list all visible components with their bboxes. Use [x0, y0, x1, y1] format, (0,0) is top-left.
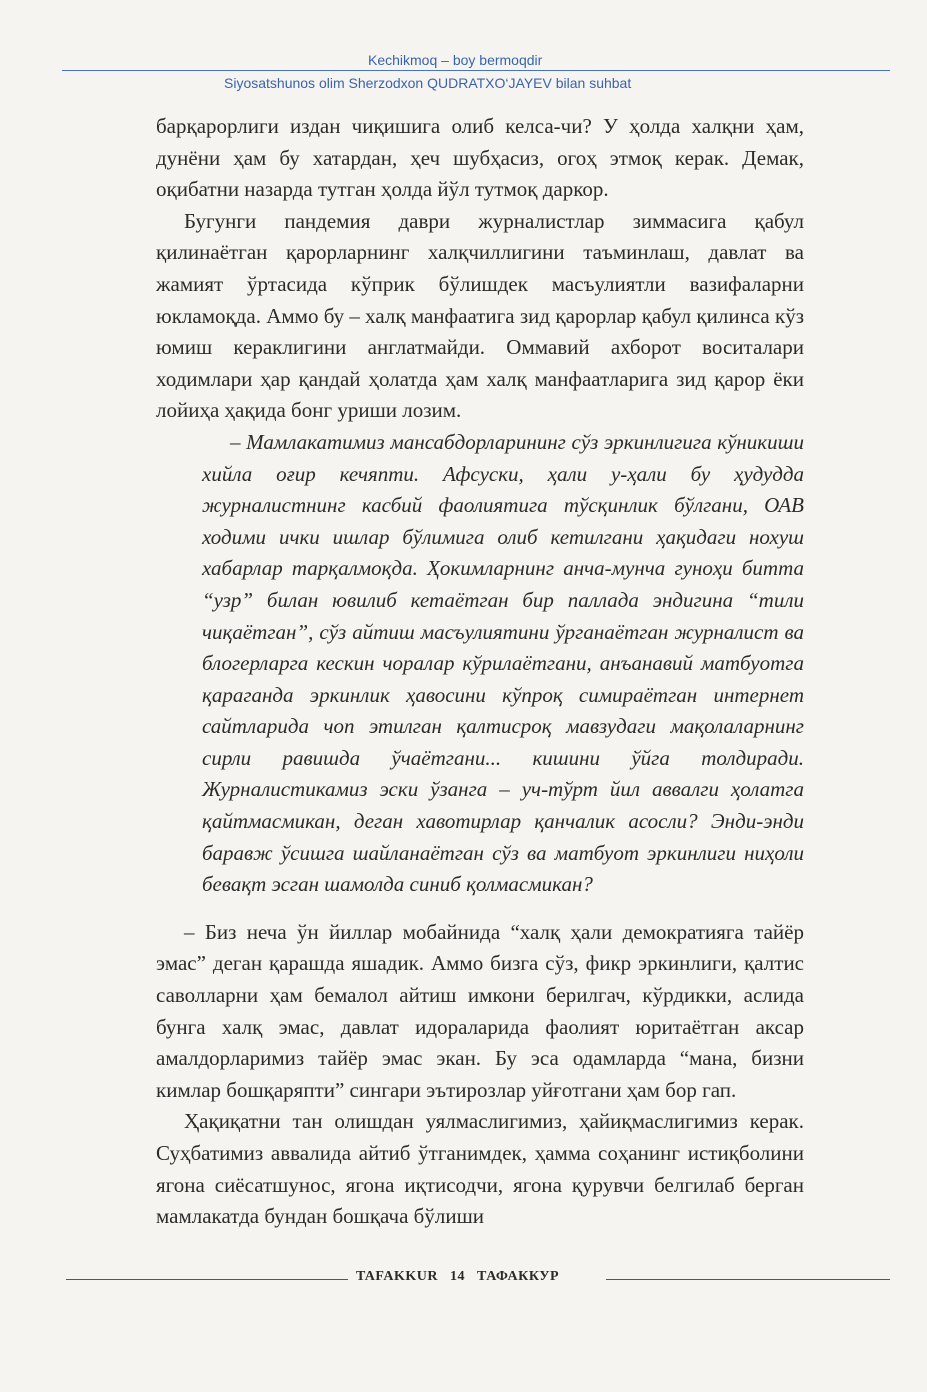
- footer-magazine-latin: TAFAKKUR: [356, 1269, 439, 1284]
- page-number: 14: [450, 1269, 466, 1284]
- interview-question: [156, 427, 804, 901]
- footer-magazine-cyrillic: ТАФАККУР: [477, 1269, 560, 1284]
- header-subtitle: Siyosatshunos olim Sherzodxon QUDRATXO‘JAYEV bilan suhbat: [224, 75, 632, 91]
- paragraph-continuation: барқарорлиги издан чиқишига олиб келса-чи? У ҳолда халқни ҳам, дунёни ҳам бу хатардан, ҳеч шубҳасиз, огоҳ этмоқ керак. Демак, оқибатни назарда тутган ҳолда йўл тутмоқ даркор.: [156, 114, 804, 202]
- header-rule: [62, 70, 890, 71]
- article-body: [156, 111, 804, 1233]
- page-footer: [0, 1268, 927, 1292]
- footer-text: [356, 1269, 571, 1285]
- interview-answer: – Биз неча ўн йиллар мобайнида “халқ ҳали демократияга тайёр эмас” деган қарашда яшадик. Аммо бизга сўз, фикр эркинлиги, қалтис саволларни ҳам бемалол айтиш имкони берилгач, кўрдикки, аслида бунга халқ эмас, давлат идораларида фаолият юритаётган аксар амалдорларимиз тайёр эмас экан. Бу эса одамларда “мана, бизни кимлар бошқаряпти” сингари эътирозлар уйғотгани ҳам бор гап.: [156, 919, 804, 1102]
- question-text: – Мамлакатимиз мансабдорларининг сўз эркинлигига кўникиши хийла оғир кечяпти. Афсуски, ҳали у-ҳали бу ҳудудда журналистнинг касбий фаолиятига тўсқинлик бўлгани, ОАВ ходими ички ишлар бўлимига олиб кетилгани ҳақидаги нохуш хабарлар тарқалмоқда. Ҳокимларнинг анча-мунча гуноҳи битта “узр” билан ювилиб кетаётган бир паллада эндигина “тили чиқаётган”, сўз айтиш масъулиятини ўрганаётган журналист ва блогерларга кескин чоралар кўрилаётгани, анъанавий матбуотга қараганда эркинлик ҳавосини кўпроқ симираётган интернет сайтларида чоп этилган қалтисроқ мавзудаги мақолаларнинг сирли равишда ўчаётгани... кишини ўйга толдиради. Журналистикамиз эски ўзанга – уч-тўрт йил аввалги ҳолатга қайтмасмикан, деган хавотирлар қанчалик асосли? Энди-энди баравж ўсишга шайланаётган сўз ва матбуот эркинлиги ниҳоли бевақт эсган шамолда синиб қолмасмикан?: [202, 429, 804, 897]
- footer-rule-left: [66, 1279, 348, 1280]
- paragraph: Бугунги пандемия даври журналистлар зиммасига қабул қилинаётган қарорларнинг халқчиллигини таъминлаш, давлат ва жамият ўртасида кўприк бўлишдек масъулиятли вазифаларни юкламоқда. Аммо бу – халқ манфаатига зид қарорлар қабул қилинса кўз юмиш кераклигини англатмайди. Оммавий ахборот воситалари ходимлари ҳар қандай ҳолатда ҳам халқ манфаатларига зид қарор ёки лойиҳа ҳақида бонг уриши лозим.: [156, 208, 804, 423]
- paragraph: Ҳақиқатни тан олишдан уялмаслигимиз, ҳайиқмаслигимиз керак. Суҳбатимиз аввалида айтиб ўтганимдек, ҳамма соҳанинг истиқболини ягона сиёсатшунос, ягона иқтисодчи, ягона қурувчи белгилаб берган мамлакатда бундан бошқача бўлиши: [156, 1109, 804, 1229]
- footer-rule-right: [606, 1279, 890, 1280]
- header-title: Kechikmoq – boy bermoqdir: [368, 52, 543, 68]
